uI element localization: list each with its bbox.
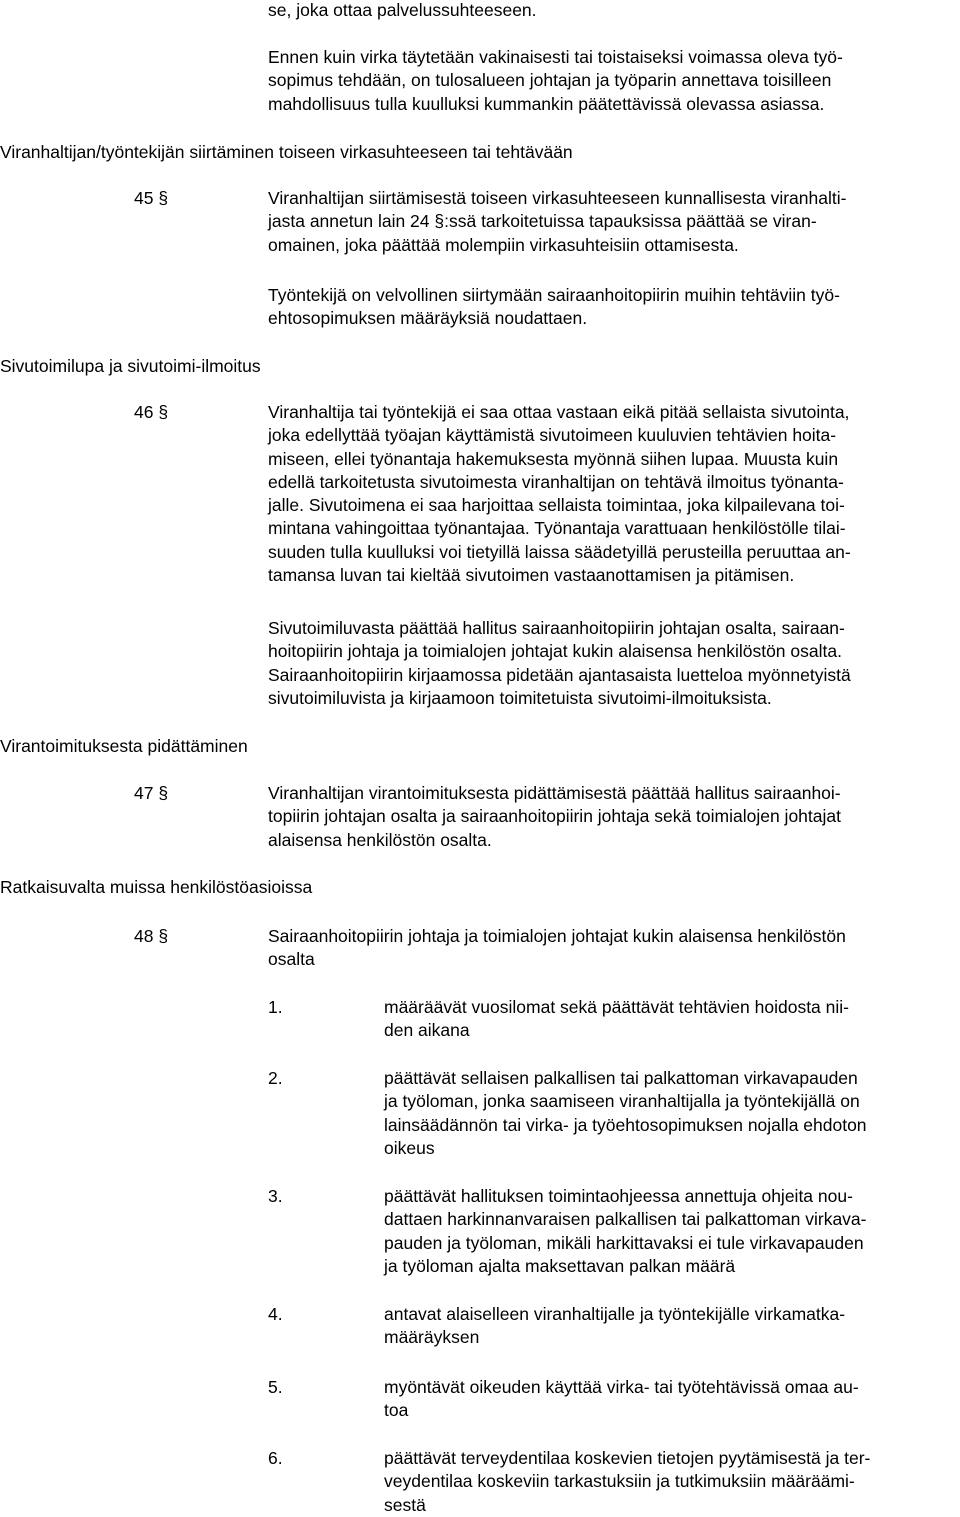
section-heading-46: Sivutoimilupa ja sivutoimi-ilmoitus bbox=[0, 356, 261, 376]
section-number-47: 47 § bbox=[134, 783, 169, 803]
paragraph-line: Sivutoimiluvasta päättää hallitus sairaanhoitopiirin johtajan osalta, sairaan- bbox=[268, 618, 845, 638]
paragraph-line: omainen, joka päättää molempiin virkasuhteisiin ottamisesta. bbox=[268, 234, 739, 255]
paragraph-line: jalle. Sivutoimena ei saa harjoittaa sellaista toimintaa, joka kilpailevana toi- bbox=[268, 495, 845, 516]
list-item-line: den aikana bbox=[384, 1020, 470, 1041]
list-item bbox=[384, 996, 849, 1043]
paragraph-line: joka edellyttää työajan käyttämistä sivutoimeen kuuluvien tehtävien hoita- bbox=[268, 425, 837, 446]
paragraph-line: edellä tarkoitetusta sivutoimesta viranhaltijan on tehtävä ilmoitus työnanta- bbox=[268, 471, 844, 492]
intro-tail-line: se, joka ottaa palvelussuhteeseen. bbox=[268, 0, 537, 20]
list-item-line: päättävät hallituksen toimintaohjeessa annettuja ohjeita nou- bbox=[384, 1186, 853, 1206]
paragraph-line: Työntekijä on velvollinen siirtymään sairaanhoitopiirin muihin tehtäviin työ- bbox=[268, 285, 840, 305]
section-47-paragraph-1 bbox=[268, 782, 841, 852]
list-item-line: veydentilaa koskeviin tarkastuksiin ja tutkimuksiin määräämi- bbox=[384, 1471, 855, 1492]
section-45-paragraph-1 bbox=[268, 187, 846, 257]
section-46-paragraph-2 bbox=[268, 617, 851, 710]
list-item-line: sestä bbox=[384, 1494, 426, 1515]
list-item bbox=[384, 1067, 867, 1160]
paragraph-line: Viranhaltija tai työntekijä ei saa ottaa vastaan eikä pitää sellaista sivutointa, bbox=[268, 402, 850, 422]
list-item-line: ja työloman ajalta maksettavan palkan määrä bbox=[384, 1255, 736, 1276]
list-item-line: pauden ja työloman, mikäli harkittavaksi ei tule virkavapauden bbox=[384, 1232, 864, 1253]
paragraph-line: Ennen kuin virka täytetään vakinaisesti tai toistaiseksi voimassa oleva työ- bbox=[268, 47, 843, 67]
paragraph-line: alaisensa henkilöstön osalta. bbox=[268, 829, 492, 850]
section-number-46: 46 § bbox=[134, 402, 169, 422]
list-item-line: myöntävät oikeuden käyttää virka- tai työtehtävissä omaa au- bbox=[384, 1377, 859, 1397]
list-item-line: antavat alaiselleen viranhaltijalle ja työntekijälle virkamatka- bbox=[384, 1304, 846, 1324]
paragraph-line: suuden tulla kuulluksi voi tietyillä laissa säädetyillä perusteilla peruuttaa an- bbox=[268, 541, 851, 562]
list-item-number: 5. bbox=[268, 1377, 283, 1397]
section-number-45: 45 § bbox=[134, 188, 169, 208]
list-item bbox=[384, 1185, 867, 1278]
list-item-line: oikeus bbox=[384, 1137, 435, 1158]
list-item-number: 4. bbox=[268, 1304, 283, 1324]
list-item bbox=[384, 1447, 870, 1517]
list-item-number: 3. bbox=[268, 1186, 283, 1206]
paragraph-line: Viranhaltijan siirtämisestä toiseen virkasuhteeseen kunnallisesta viranhalti- bbox=[268, 188, 847, 208]
section-heading-47: Virantoimituksesta pidättäminen bbox=[0, 736, 248, 756]
section-heading-48: Ratkaisuvalta muissa henkilöstöasioissa bbox=[0, 877, 313, 897]
paragraph-line: mahdollisuus tulla kuulluksi kummankin päätettävissä olevassa asiassa. bbox=[268, 93, 825, 114]
list-item-line: päättävät sellaisen palkallisen tai palkattoman virkavapauden bbox=[384, 1068, 858, 1088]
section-45-paragraph-2 bbox=[268, 284, 840, 331]
list-item-line: määräävät vuosilomat sekä päättävät tehtävien hoidosta nii- bbox=[384, 997, 849, 1017]
paragraph-line: jasta annetun lain 24 §:ssä tarkoitetuissa tapauksissa päättää se viran- bbox=[268, 211, 817, 232]
list-item-line: määräyksen bbox=[384, 1327, 480, 1348]
intro-paragraph bbox=[268, 46, 843, 116]
paragraph-line: ehtosopimuksen määräyksiä noudattaen. bbox=[268, 308, 588, 329]
list-item-line: toa bbox=[384, 1400, 409, 1421]
paragraph-line: osalta bbox=[268, 949, 315, 970]
paragraph-line: sivutoimiluvista ja kirjaamoon toimitetuista sivutoimi-ilmoituksista. bbox=[268, 687, 772, 708]
list-item-number: 2. bbox=[268, 1068, 283, 1088]
paragraph-line: miseen, ellei työnantaja hakemuksesta myönnä siihen lupaa. Muusta kuin bbox=[268, 448, 839, 469]
list-item-line: dattaen harkinnanvaraisen palkallisen tai palkattoman virkava- bbox=[384, 1209, 867, 1230]
list-item bbox=[384, 1303, 845, 1350]
list-item-line: lainsäädännön tai virka- ja työehtosopimuksen nojalla ehdoton bbox=[384, 1114, 867, 1135]
section-heading-45: Viranhaltijan/työntekijän siirtäminen toiseen virkasuhteeseen tai tehtävään bbox=[0, 142, 573, 162]
paragraph-line: Sairaanhoitopiirin johtaja ja toimialojen johtajat kukin alaisensa henkilöstön bbox=[268, 926, 846, 946]
paragraph-line: Viranhaltijan virantoimituksesta pidättämisestä päättää hallitus sairaanhoi- bbox=[268, 783, 841, 803]
section-number-48: 48 § bbox=[134, 926, 169, 946]
list-item-line: päättävät terveydentilaa koskevien tietojen pyytämisestä ja ter- bbox=[384, 1448, 871, 1468]
section-48-paragraph-1 bbox=[268, 925, 846, 972]
paragraph-line: Sairaanhoitopiirin kirjaamossa pidetään ajantasaista luetteloa myönnetyistä bbox=[268, 664, 851, 685]
list-item-line: ja työloman, jonka saamiseen viranhaltijalla ja työntekijällä on bbox=[384, 1091, 860, 1112]
paragraph-line: mintana vahingoittaa työnantajaa. Työnantaja varattuaan henkilöstölle tilai- bbox=[268, 518, 846, 539]
list-item-number: 6. bbox=[268, 1448, 283, 1468]
section-46-paragraph-1 bbox=[268, 401, 851, 587]
paragraph-line: tamansa luvan tai kieltää sivutoimen vastaanottamisen ja pitämisen. bbox=[268, 565, 795, 586]
paragraph-line: hoitopiirin johtaja ja toimialojen johtajat kukin alaisensa henkilöstön osalta. bbox=[268, 641, 842, 662]
list-item-number: 1. bbox=[268, 997, 283, 1017]
list-item bbox=[384, 1376, 859, 1423]
paragraph-line: sopimus tehdään, on tulosalueen johtajan ja työparin annettava toisilleen bbox=[268, 70, 832, 91]
paragraph-line: topiirin johtajan osalta ja sairaanhoitopiirin johtaja sekä toimialojen johtajat bbox=[268, 806, 841, 827]
